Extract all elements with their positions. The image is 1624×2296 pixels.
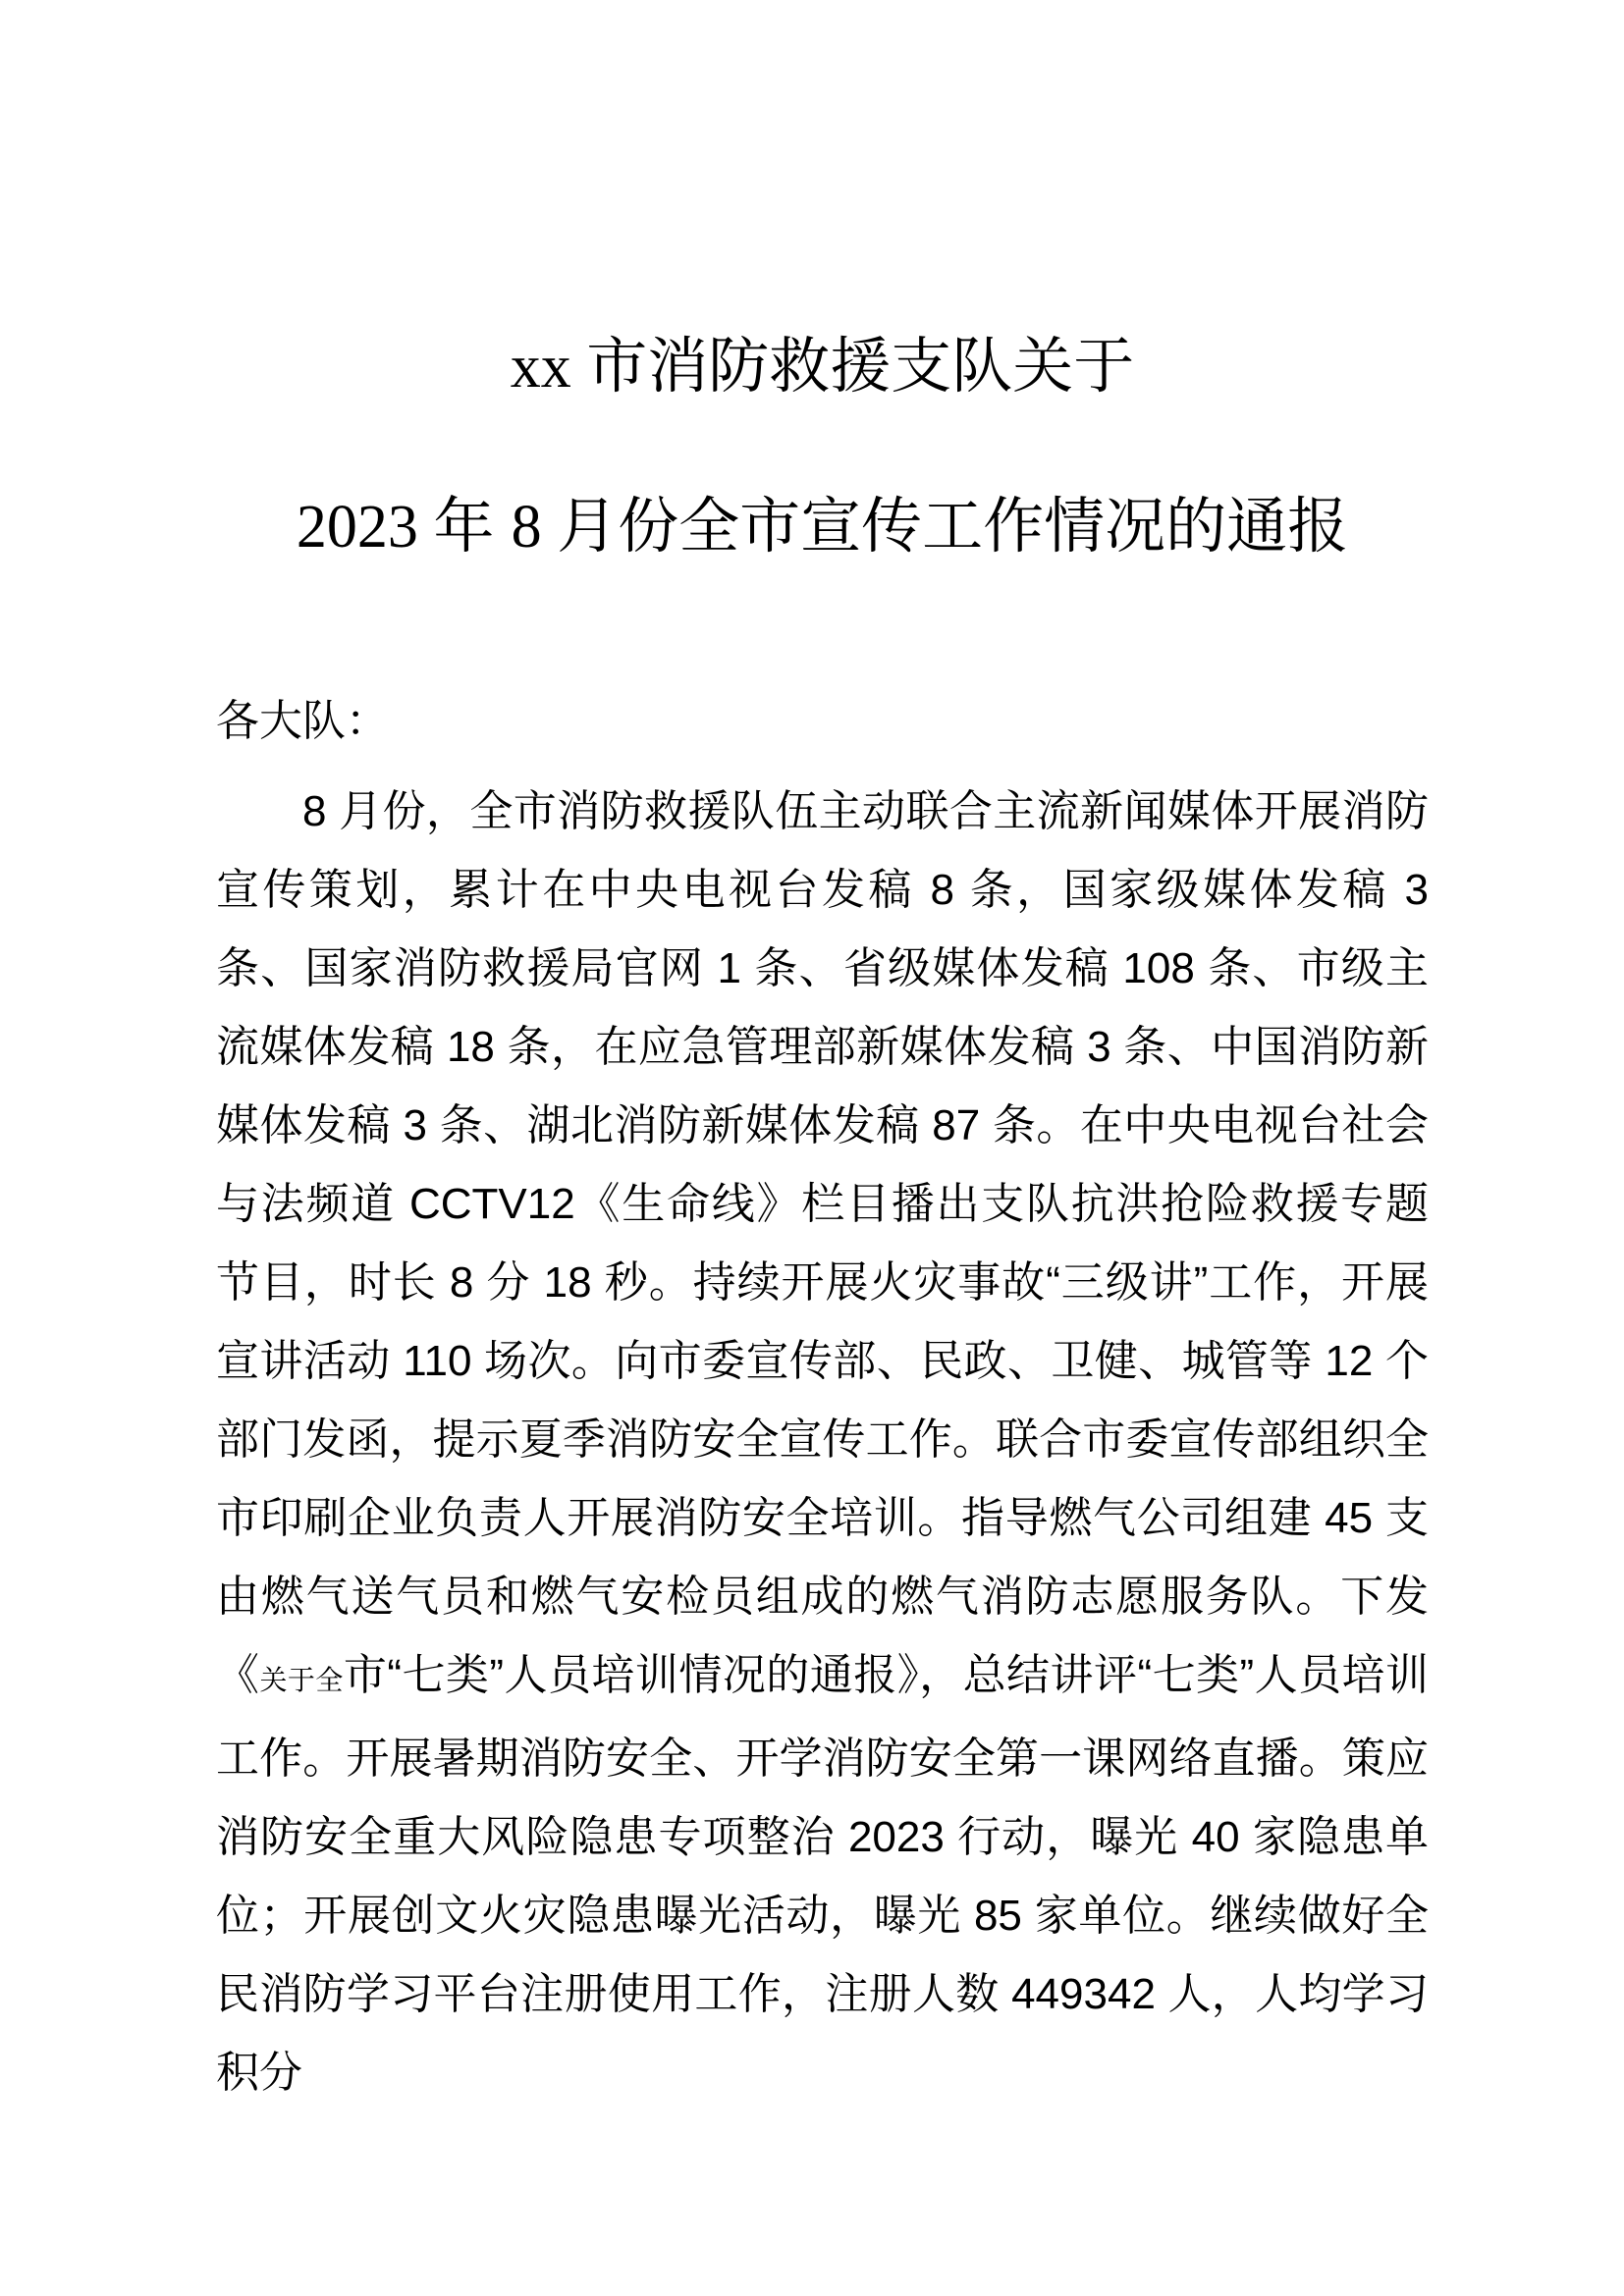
document-title-line-2 <box>216 493 1429 561</box>
text-segment: 市消防救援支队关于 <box>586 333 1135 400</box>
text-segment: xx <box>510 334 587 400</box>
text-segment: 8 月份，全市消防救援队伍主动联合主流新闻媒体开展消防宣传策划，累计在中央电视台发稿 8 条，国家级媒体发稿 3 条、国家消防救援局官网 1 条、省级媒体发稿 108 条、市级主流媒体发稿 18 条，在应急管理部新媒体发稿 3 条、中国消防新媒体发稿 3 条、湖北消防新媒体发稿 87 条。在中央电视台社会与法频道 CCTV12《生命线》栏目播出支队抗洪抢险救援专题节目，时长 8 分 18 秒。持续开展火灾事故“三级讲”工作，开展宣讲活动 110 场次。向市委宣传部、民政、卫健、城管等 12 个部门发函，提示夏季消防安全宣传工作。联合市委宣传部组织全市印刷企业负责人开展消防安全培训。指导燃气公司组建 45 支由燃气送气员和燃气安检员组成的燃气消防志愿服务队。下发《 <box>216 787 1429 1699</box>
text-segment: 8 <box>511 494 558 561</box>
document-title-line-1 <box>216 333 1429 400</box>
salutation: 各大队： <box>216 697 389 745</box>
text-segment: 2023 <box>296 494 434 561</box>
text-segment: 市“七类”人员培训情况的通报》，总结讲评“七类”人员培训工作。开展暑期消防安全、开学消防安全第一课网络直播。策应消防安全重大风险隐患专项整治 2023 行动，曝光 40 家隐患单位；开展创文火灾隐患曝光活动，曝光 85 家单位。继续做好全民消防学习平台注册使用工作，注册人数 449342 人，人均学习积分 <box>216 1651 1430 2097</box>
text-segment: 月份全市宣传工作情况的通报 <box>557 493 1349 561</box>
body-paragraph <box>216 773 1429 2112</box>
inline-small-text: 关于全 <box>259 1665 344 1695</box>
text-segment: 年 <box>433 493 512 561</box>
